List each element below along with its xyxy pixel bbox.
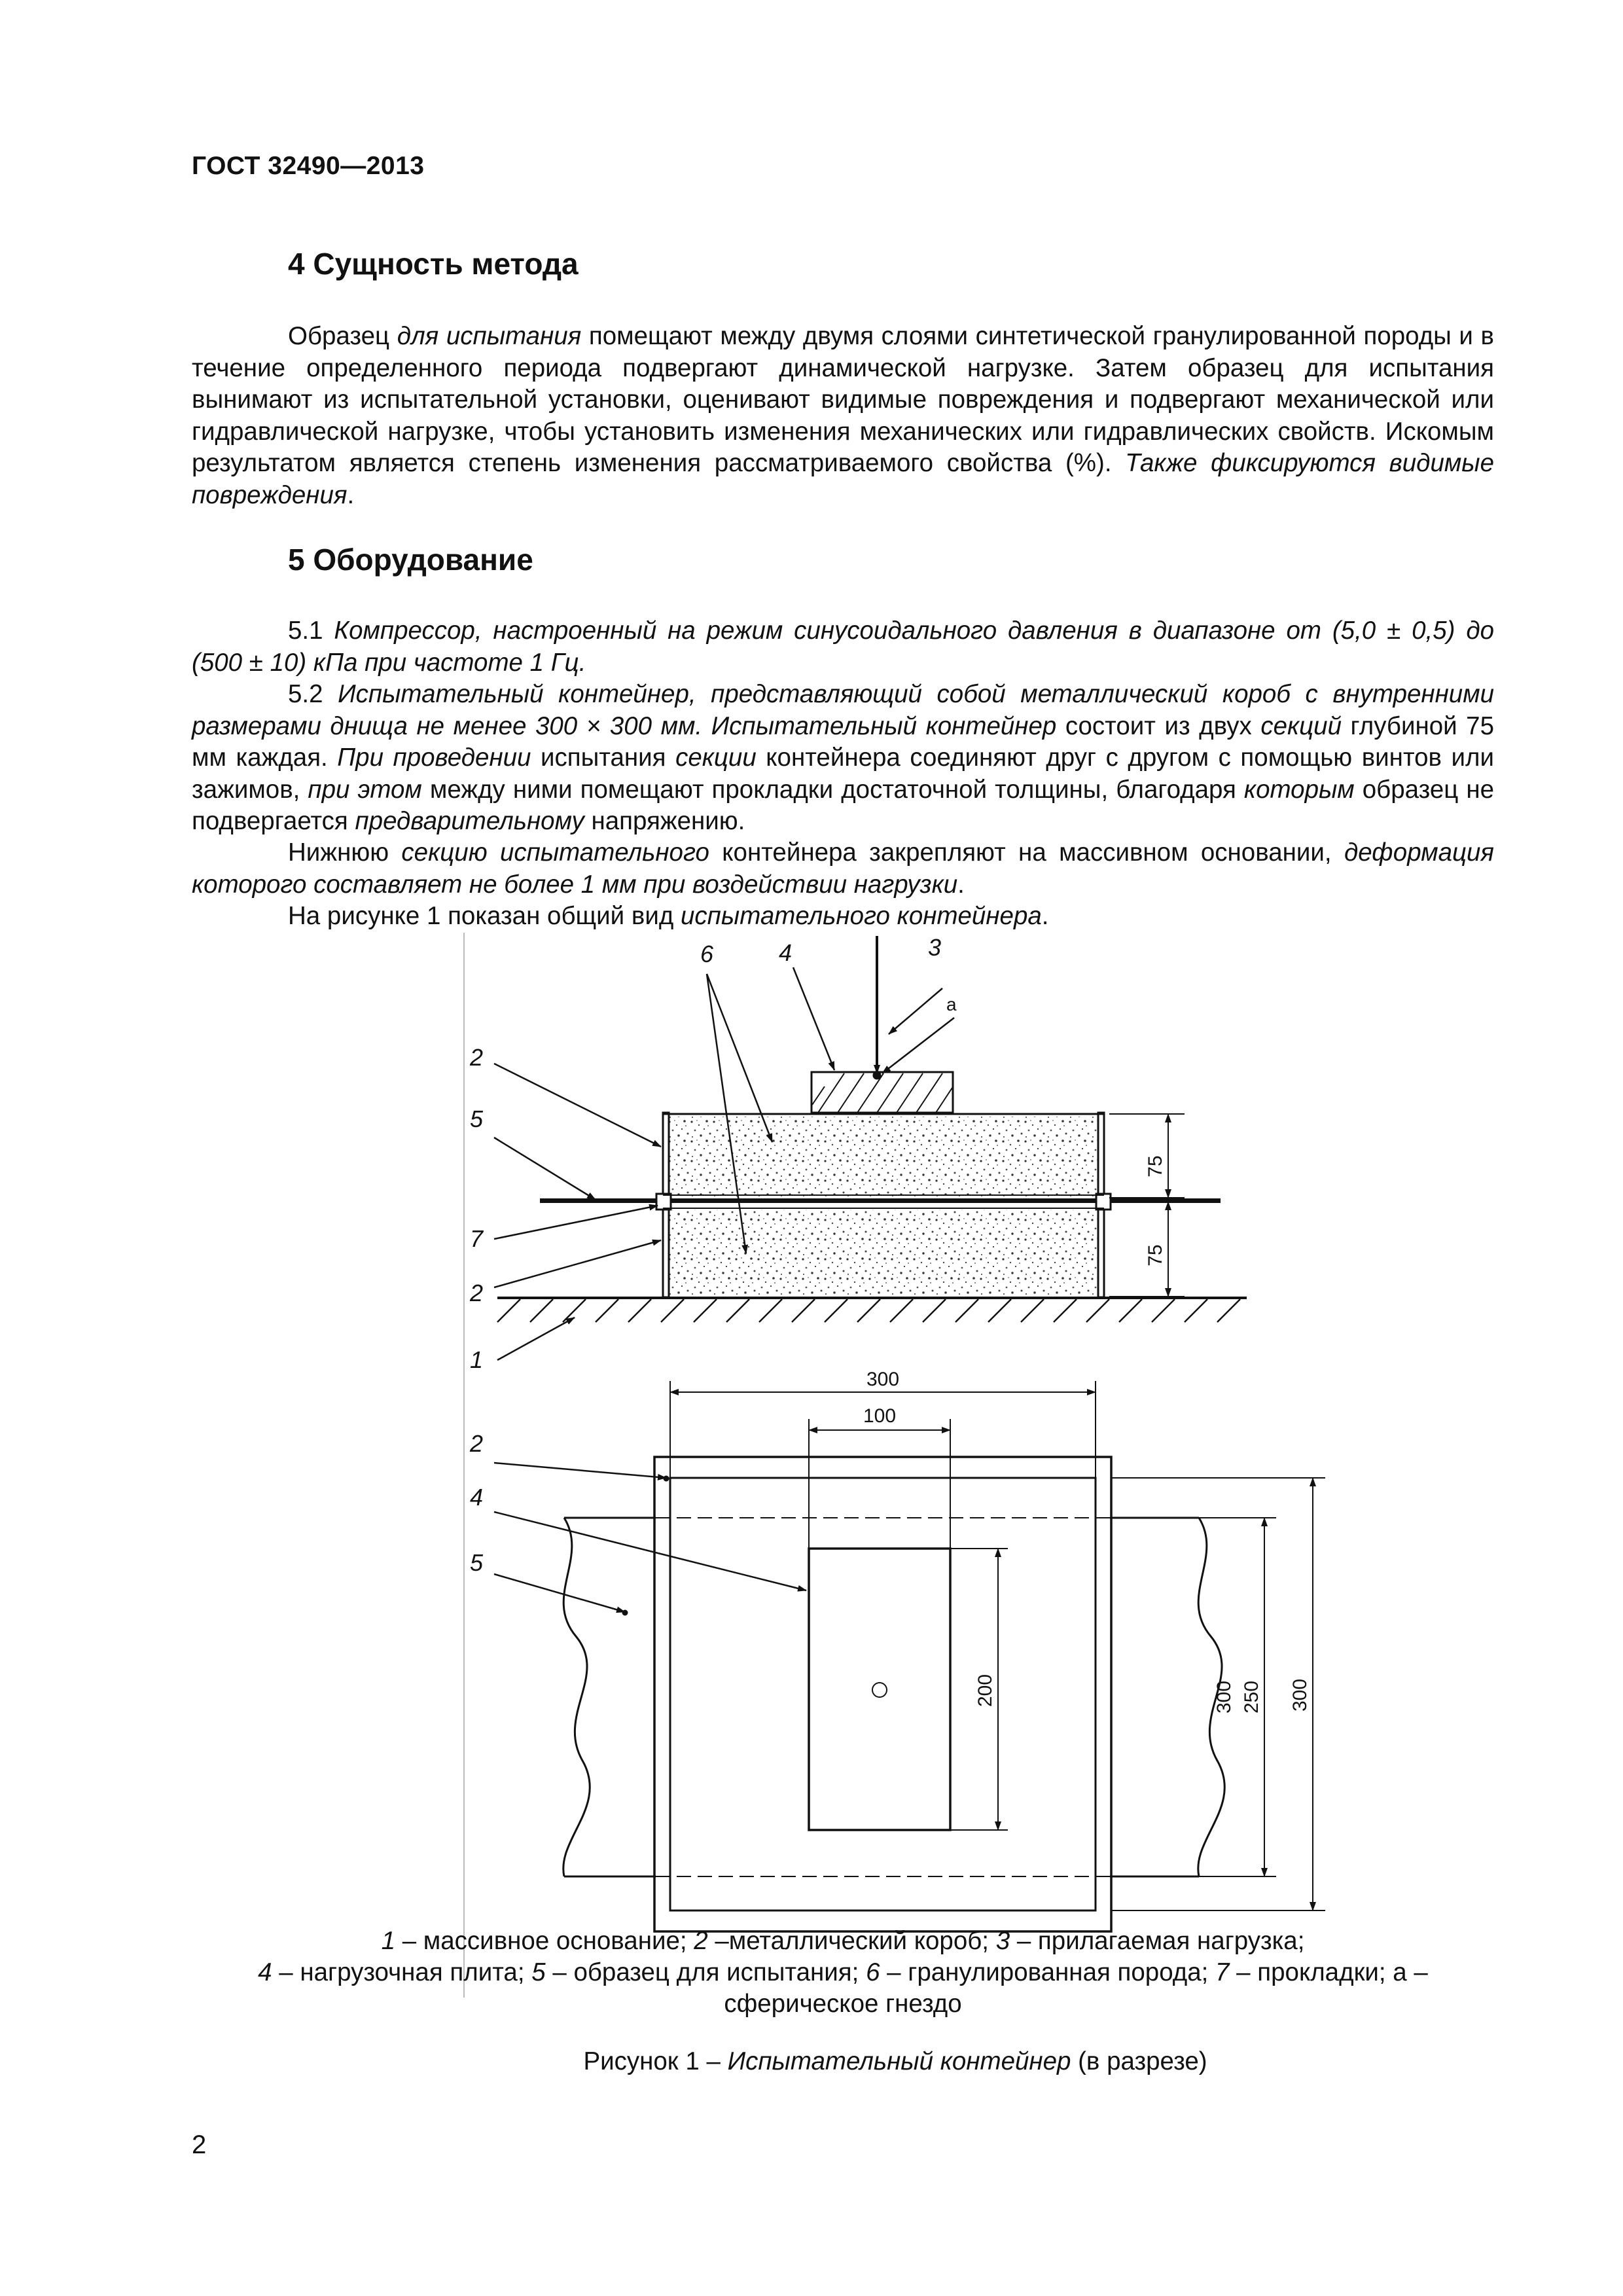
spacer-left (656, 1194, 671, 1210)
spherical-seat (873, 1071, 881, 1079)
paragraph-5-4: На рисунке 1 показан общий вид испытательного контейнера. (288, 902, 1049, 930)
label-4: 4 (779, 939, 793, 966)
box-wall-right-upper (1098, 1113, 1104, 1198)
standard-header: ГОСТ 32490—2013 (192, 152, 425, 180)
sample-break-left (563, 1518, 590, 1876)
dim-75-upper-text: 75 (1145, 1155, 1166, 1177)
label-2-lower: 2 (470, 1280, 484, 1306)
dim-300-mid-text: 300 (1213, 1680, 1235, 1714)
spacer-right (1096, 1194, 1111, 1210)
dim-200-text: 200 (974, 1674, 996, 1708)
label-a: a (946, 994, 957, 1014)
label-3: 3 (928, 934, 942, 961)
plan-leaders (494, 1463, 806, 1612)
box-wall-left-lower (663, 1208, 669, 1297)
dim-300-right-text: 300 (1289, 1678, 1311, 1712)
dim-100-text: 100 (863, 1405, 897, 1427)
section-4-paragraph: Образец для испытания помещают между двумя слоями синтетической гранулированной породы и в течение определенного периода подвергают динамической нагрузке. Затем образец для испытания вынимают из испытательной установки, оценивают видимые повреждения и подвергают механической или гидравлической нагрузке, чтобы установить изменения механических или гидравлических свойств. Искомым результатом является степень изменения рассматриваемого свойства (%). Также фиксируются видимые повреждения. (192, 322, 1494, 509)
paragraph-5-2: 5.2 Испытательный контейнер, представляющий собой металлический короб с внутренними размерами днища не менее 300 × 300 мм. Испытательный контейнер состоит из двух секций глубиной 75 мм каждая. При проведении испытания секции контейнера соединяют друг с другом с помощью винтов или зажимов, при этом между ними помещают прокладки достаточной толщины, благодаря которым образец не подвергается предварительному напряжению. (192, 680, 1495, 835)
section-4-title: 4 Сущность метода (288, 247, 579, 281)
figure-caption: Рисунок 1 – Испытательный контейнер (в разрезе) (583, 2047, 1207, 2075)
label-6: 6 (700, 941, 714, 967)
legend-line-1: 1 – массивное основание; 2 –металлический короб; 3 – прилагаемая нагрузка; (381, 1927, 1305, 1955)
section-view (494, 936, 1247, 1360)
box-wall-right-lower (1098, 1208, 1104, 1297)
label-4-plan: 4 (470, 1484, 484, 1511)
paragraph-5-3: Нижнюю секцию испытательного контейнера закрепляют на массивном основании, деформация которого составляет не более 1 мм при воздействии нагрузки. (192, 838, 1494, 899)
legend-line-2: 4 – нагрузочная плита; 5 – образец для испытания; 6 – гранулированная порода; 7 – прокладки; а – (258, 1958, 1428, 1986)
sample-sheet (540, 1198, 1221, 1203)
dim-75-lower-text: 75 (1145, 1244, 1166, 1266)
label-5-plan: 5 (470, 1549, 484, 1576)
page-number: 2 (192, 2130, 207, 2159)
figure-legend (192, 1926, 1494, 2020)
paragraph-5-1: 5.1 Компрессор, настроенный на режим синусоидального давления в диапазоне от (5,0 ± 0,5) до (500 ± 10) кПа при частоте 1 Гц. (192, 617, 1495, 677)
label-7: 7 (470, 1225, 484, 1252)
legend-line-3: сферическое гнездо (724, 1990, 962, 2018)
box-wall-left-upper (663, 1113, 669, 1198)
label-1: 1 (470, 1346, 484, 1373)
dim-300-top-text: 300 (866, 1369, 900, 1390)
granular-layer-lower (668, 1210, 1099, 1297)
plan-view (494, 1381, 1325, 1931)
loading-plate (812, 1072, 953, 1113)
dim-250-text: 250 (1241, 1680, 1262, 1714)
plan-loading-plate (809, 1549, 950, 1830)
section-5-title: 5 Оборудование (288, 543, 533, 577)
label-5-upper: 5 (470, 1105, 484, 1132)
ground-hatch (497, 1299, 1240, 1322)
label-2-upper: 2 (470, 1044, 484, 1071)
label-2-plan: 2 (470, 1430, 484, 1457)
